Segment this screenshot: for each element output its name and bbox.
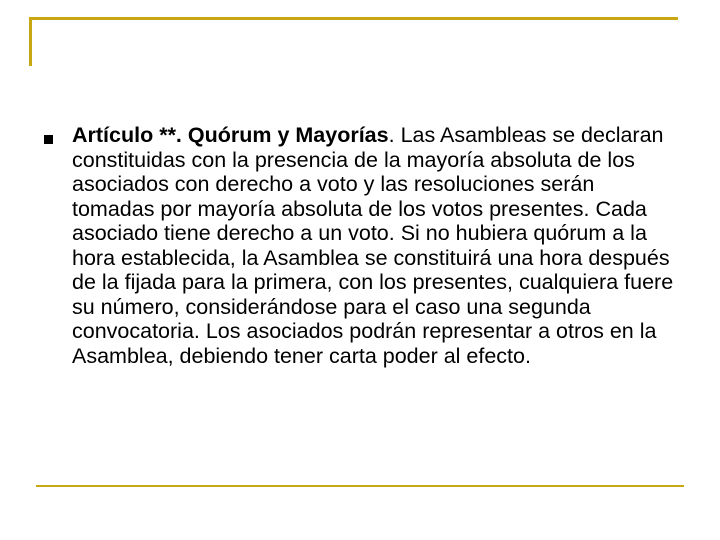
square-bullet-icon	[44, 135, 53, 144]
bottom-border-rule	[36, 485, 684, 487]
article-heading: Artículo **. Quórum y Mayorías	[72, 123, 389, 147]
left-border-rule	[29, 17, 32, 66]
article-body-text: Las Asambleas se declaran constituidas con la presencia de la mayoría absoluta de los asociados con derecho a voto y las resoluciones serán tomadas por mayoría absoluta de los votos presentes. Cada asociado tiene derecho a un voto. Si no hubiera quórum a la hora establecida, la Asamblea se constituirá una hora después de la fijada para la primera, con los presentes, cualquiera fuere su número, considerándose para el caso una segunda convocatoria. Los asociados podrán representar a otros en la Asamblea, debiendo tener carta poder al efecto.	[72, 123, 674, 368]
bullet-paragraph	[72, 123, 682, 368]
top-border-rule	[29, 17, 678, 20]
heading-period: .	[388, 123, 395, 147]
